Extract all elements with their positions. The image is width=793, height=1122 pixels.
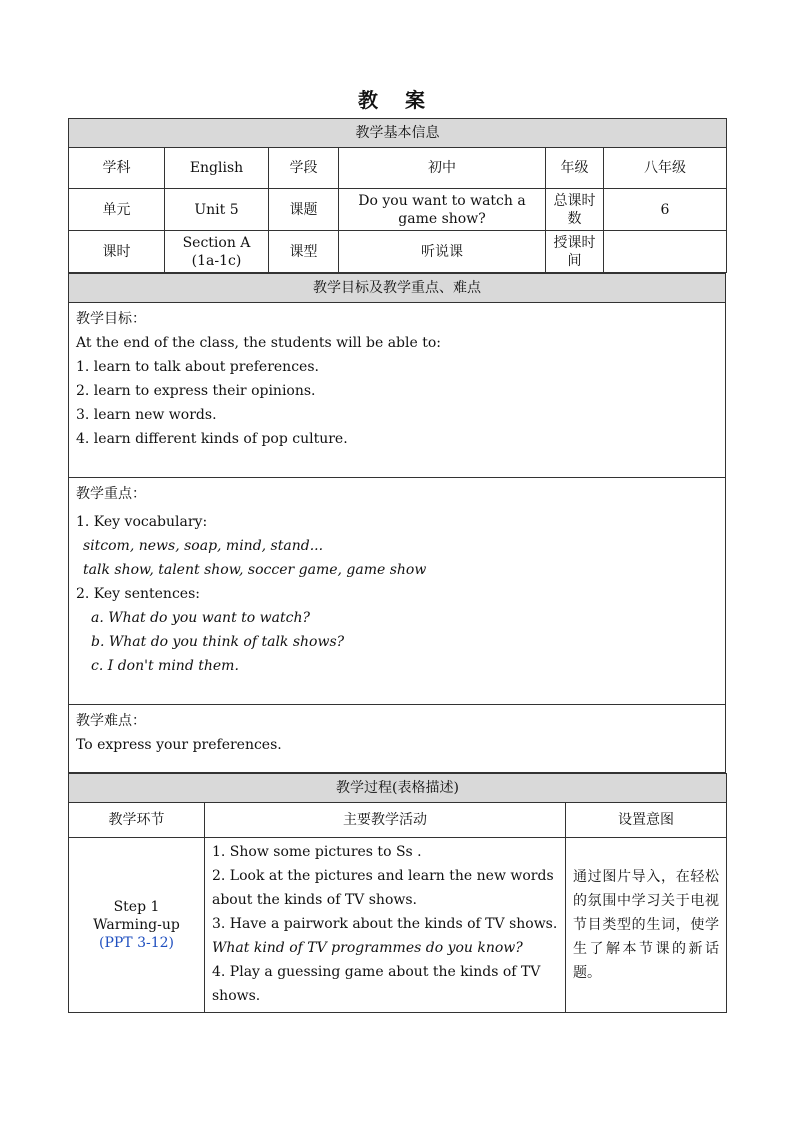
sentences-label: 2. Key sentences: [76, 586, 200, 602]
vocab-line: sitcom, news, soap, mind, stand... [83, 538, 324, 554]
activity-item: 1. Show some pictures to Ss . [212, 844, 422, 860]
cell-label-unit: 单元 [69, 189, 165, 231]
goals-table [68, 273, 726, 773]
intent-cell [566, 838, 727, 1013]
cell-total-hours: 6 [604, 189, 727, 231]
objective-item: 3. learn new words. [76, 407, 217, 423]
sentence-item: c. I don't mind them. [91, 658, 239, 674]
cell-label-total-hours: 总课时数 [546, 189, 604, 231]
activity-item: 3. Have a pairwork about the kinds of TV shows. [212, 916, 558, 932]
step-ppt: (PPT 3-12) [98, 935, 174, 951]
step-stage: Warming-up [93, 917, 180, 933]
process-header: 教学过程(表格描述) [69, 774, 727, 803]
objectives-title: 教学目标： [76, 311, 146, 327]
step-cell [69, 838, 205, 1013]
cell-label-period: 课时 [69, 231, 165, 273]
objective-item: 1. learn to talk about preferences. [76, 359, 319, 375]
basic-info-table [68, 118, 727, 273]
page-title: 教 案 [358, 88, 435, 112]
activity-item: 2. Look at the pictures and learn the new words about the kinds of TV shows. [212, 868, 554, 908]
cell-label-subject: 学科 [69, 148, 165, 189]
goals-header: 教学目标及教学重点、难点 [69, 274, 726, 303]
key-points-cell [69, 478, 726, 705]
col-header-stage: 教学环节 [69, 803, 205, 838]
cell-label-topic: 课题 [269, 189, 339, 231]
cell-period: Section A (1a-1c) [165, 231, 269, 273]
objectives-intro: At the end of the class, the students will be able to: [76, 335, 441, 351]
difficulty-cell [69, 705, 726, 773]
cell-label-type: 课型 [269, 231, 339, 273]
cell-label-grade: 年级 [546, 148, 604, 189]
difficulty-title: 教学难点： [76, 713, 146, 729]
key-points-title: 教学重点： [76, 486, 146, 502]
cell-time [604, 231, 727, 273]
cell-grade: 八年级 [604, 148, 727, 189]
vocab-line: talk show, talent show, soccer game, game show [83, 562, 427, 578]
process-table [68, 773, 727, 1013]
cell-stage: 初中 [339, 148, 546, 189]
activity-item: 4. Play a guessing game about the kinds of TV shows. [212, 964, 541, 1004]
col-header-intent: 设置意图 [566, 803, 727, 838]
cell-subject: English [165, 148, 269, 189]
step-name: Step 1 [113, 899, 160, 915]
activity-question: What kind of TV programmes do you know? [212, 940, 523, 956]
intent-text: 通过图片导入，在轻松的氛围中学习关于电视节目类型的生词，使学生了解本节课的新话题。 [573, 869, 720, 981]
difficulty-text: To express your preferences. [76, 737, 282, 753]
cell-topic: Do you want to watch a game show? [339, 189, 546, 231]
sentence-item: b. What do you think of talk shows? [91, 634, 345, 650]
objective-item: 4. learn different kinds of pop culture. [76, 431, 348, 447]
objective-item: 2. learn to express their opinions. [76, 383, 316, 399]
activities-cell [205, 838, 566, 1013]
col-header-activities: 主要教学活动 [205, 803, 566, 838]
cell-label-stage: 学段 [269, 148, 339, 189]
cell-type: 听说课 [339, 231, 546, 273]
basic-info-header: 教学基本信息 [69, 119, 727, 148]
vocab-label: 1. Key vocabulary: [76, 514, 208, 530]
cell-label-time: 授课时间 [546, 231, 604, 273]
objectives-cell [69, 303, 726, 478]
cell-unit: Unit 5 [165, 189, 269, 231]
sentence-item: a. What do you want to watch? [91, 610, 310, 626]
